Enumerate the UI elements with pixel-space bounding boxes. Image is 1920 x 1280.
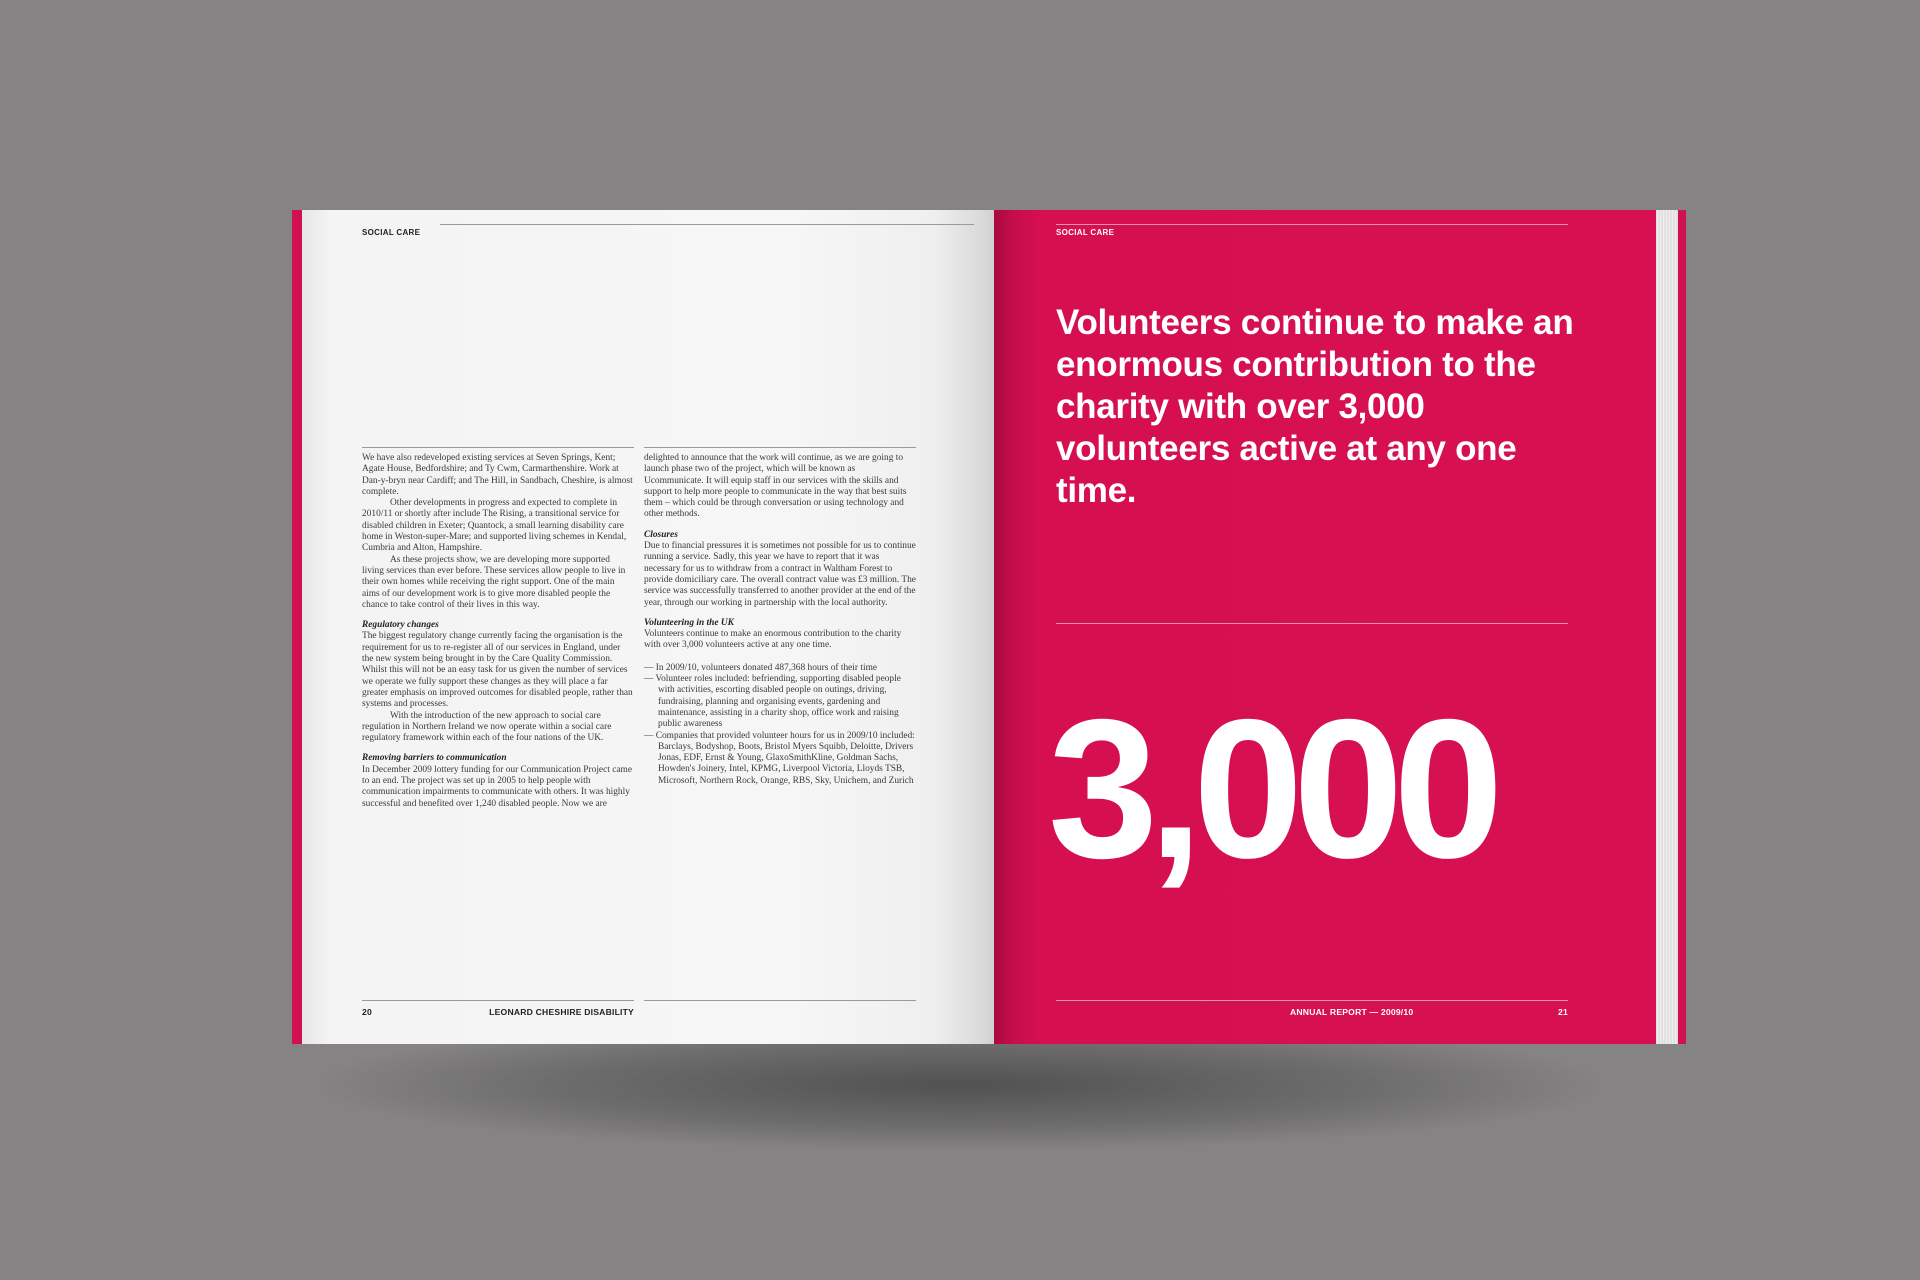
paragraph: In December 2009 lottery funding for our Communication Project came to an end. The project was set up in 2005 to help people with communication impairments to communicate with others. It was highly successful and benefited over 1,240 disabled people. Now we are [362, 764, 632, 809]
bullet-item: — Companies that provided volunteer hours for us in 2009/10 included: Barclays, Bodyshop, Boots, Bristol Myers Squibb, Deloitte, Drivers Jonas, EDF, Ernst & Young, GlaxoSmithKline, Goldman Sachs, Howden's Joinery, Intel, KPMG, Liverpool Victoria, Lloyds TSB, Microsoft, Northern Rock, Orange, RBS, Sky, Unichem, and Zurich [644, 730, 915, 786]
page-edges-right [1656, 210, 1678, 1044]
footer-organisation: LEONARD CHESHIRE DISABILITY [489, 1007, 634, 1017]
paragraph: Other developments in progress and expected to complete in 2010/11 or shortly after include The Rising, a transitional service for disabled children in Exeter; Quantock, a small learning disability care home in Weston-super-Mare; and supported living schemes in Kendal, Cumbria and Alton, Hampshire. [362, 498, 627, 554]
paragraph: Volunteers continue to make an enormous contribution to the charity with over 3,000 volunteers active at any one time. [644, 629, 902, 651]
footer-rule-col1 [362, 1000, 634, 1001]
left-page [302, 210, 1004, 1044]
pull-quote-headline: Volunteers continue to make an enormous contribution to the charity with over 3,000 volunteers active at any one time. [1056, 303, 1574, 510]
running-head-left: SOCIAL CARE [362, 228, 421, 237]
header-rule-left [440, 224, 974, 225]
footer-rule-right [1056, 1000, 1568, 1001]
paragraph: As these projects show, we are developing more supported living services than ever before. These services allow people to live in their own homes while receiving the right support. One of the main aims of our development work is to give more disabled people the chance to take control of their lives in this way. [362, 554, 626, 610]
text-column-1 [362, 453, 634, 810]
subheading: Regulatory changes [362, 620, 439, 631]
divider-rule [1056, 623, 1568, 624]
cover-edge-left [292, 210, 302, 1044]
paragraph: Due to financial pressures it is sometimes not possible for us to continue running a service. Sadly, this year we have to report that it was necessary for us to withdraw from a contract in Waltham Forest to provide domiciliary care. The overall contract value was £3 million. The service was successfully transferred to another provider at the end of the year, through our working in partnership with the local authority. [644, 541, 916, 608]
big-statistic: 3,000 [1048, 678, 1494, 899]
subheading: Removing barriers to communication [362, 753, 507, 764]
subheading: Volunteering in the UK [644, 617, 734, 628]
subheading: Closures [644, 529, 678, 540]
footer-report-title: ANNUAL REPORT — 2009/10 [1290, 1007, 1414, 1017]
header-rule-right [1056, 224, 1568, 225]
page-number-right: 21 [1558, 1007, 1568, 1017]
paragraph: delighted to announce that the work will continue, as we are going to launch phase two of the project, which will be known as Ucommunicate. It will equip staff in our services with the skills and support to help more people to communicate in the way that best suits them – which could be through conversation or using technology and other methods. [644, 453, 907, 520]
col1-top-rule [362, 447, 634, 448]
paragraph: With the introduction of the new approach to social care regulation in Northern Ireland we now operate within a social care regulatory framework within each of the four nations of the UK. [362, 710, 612, 744]
bullet-item: — Volunteer roles included: befriending, supporting disabled people with activities, escorting disabled people on outings, driving, fundraising, planning and organising events, gardening and maintenance, assisting in a charity shop, office work and raising public awareness [644, 674, 901, 730]
cover-edge-right [1678, 210, 1686, 1044]
running-head-right: SOCIAL CARE [1056, 228, 1115, 237]
col2-top-rule [644, 447, 916, 448]
text-column-2 [644, 453, 916, 787]
page-number-left: 20 [362, 1007, 372, 1017]
bullet-item: — In 2009/10, volunteers donated 487,368 hours of their time [644, 662, 878, 673]
paragraph: The biggest regulatory change currently facing the organisation is the requirement for us to re-register all of our services in England, under the new system being brought in by the Care Quality Commission. Whilst this will not be an easy task for us given the number of services we operate we fully support these changes as they will place a far greater emphasis on improved outcomes for disabled people, rather than systems and processes. [362, 631, 633, 710]
open-book [292, 210, 1688, 1044]
footer-rule-col2 [644, 1000, 916, 1001]
paragraph: We have also redeveloped existing services at Seven Springs, Kent; Agate House, Bedfordshire; and Ty Cwm, Carmarthenshire. Work at Dan-y-bryn near Cardiff; and The Hill, in Sandbach, Cheshire, is almost complete. [362, 453, 633, 497]
